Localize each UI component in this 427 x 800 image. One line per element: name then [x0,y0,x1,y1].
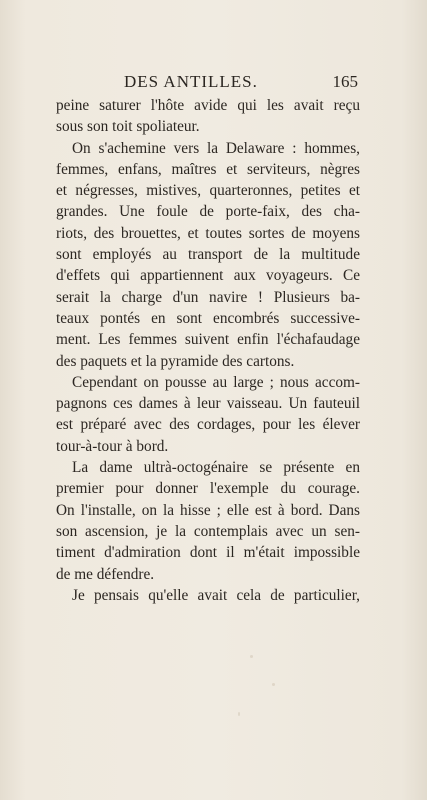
text-line: On s'achemine vers la Delaware : hommes, [72,139,360,157]
text-line: serait la charge d'un navire ! Plusieurs ba- [56,288,360,306]
text-line: On l'installe, on la hisse ; elle est à bord. Dans [56,501,360,519]
text-line: pagnons ces dames à leur vaisseau. Un fauteuil [56,395,360,413]
foxing-spot [272,683,275,686]
foxing-spot [238,712,240,716]
text-line: et négresses, mistives, quarteronnes, petites et [56,182,360,200]
foxing-spot [250,655,253,658]
page-number: 165 [332,72,358,91]
text-line: ment. Les femmes suivent enfin l'échafaudage [56,331,360,349]
text-line: d'effets qui appartiennent aux voyageurs. Ce [56,267,360,285]
text-line: tour-à-tour à bord. [56,437,169,455]
text-line: des paquets et la pyramide des cartons. [56,352,295,370]
text-line: grandes. Une foule de porte-faix, des cha- [56,203,360,221]
text-line: premier pour donner l'exemple du courage. [56,480,360,498]
text-line: Cependant on pousse au large ; nous accom- [72,373,360,391]
text-line: teaux pontés en sont encombrés successive- [56,309,360,327]
text-line: timent d'admiration dont il m'était impossible [56,544,360,562]
running-head-title: DES ANTILLES. [124,72,258,91]
text-line: de me défendre. [56,565,155,583]
text-line: femmes, enfans, maîtres et serviteurs, nègres [56,160,360,178]
text-line: son ascension, je la contemplais avec un sen- [56,522,360,540]
running-head [56,72,358,94]
text-line: riots, des brouettes, et toutes sortes de moyens [56,224,360,242]
text-line: peine saturer l'hôte avide qui les avait reçu [56,97,360,114]
body-text [56,95,360,606]
text-line: La dame ultrà-octogénaire se présente en [72,459,360,477]
text-line: est préparé avec des cordages, pour les élever [56,416,360,434]
text-line: Je pensais qu'elle avait cela de particulier, [72,586,360,604]
text-line: sont employés au transport de la multitude [56,246,360,264]
text-line: sous son toit spoliateur. [56,118,200,136]
